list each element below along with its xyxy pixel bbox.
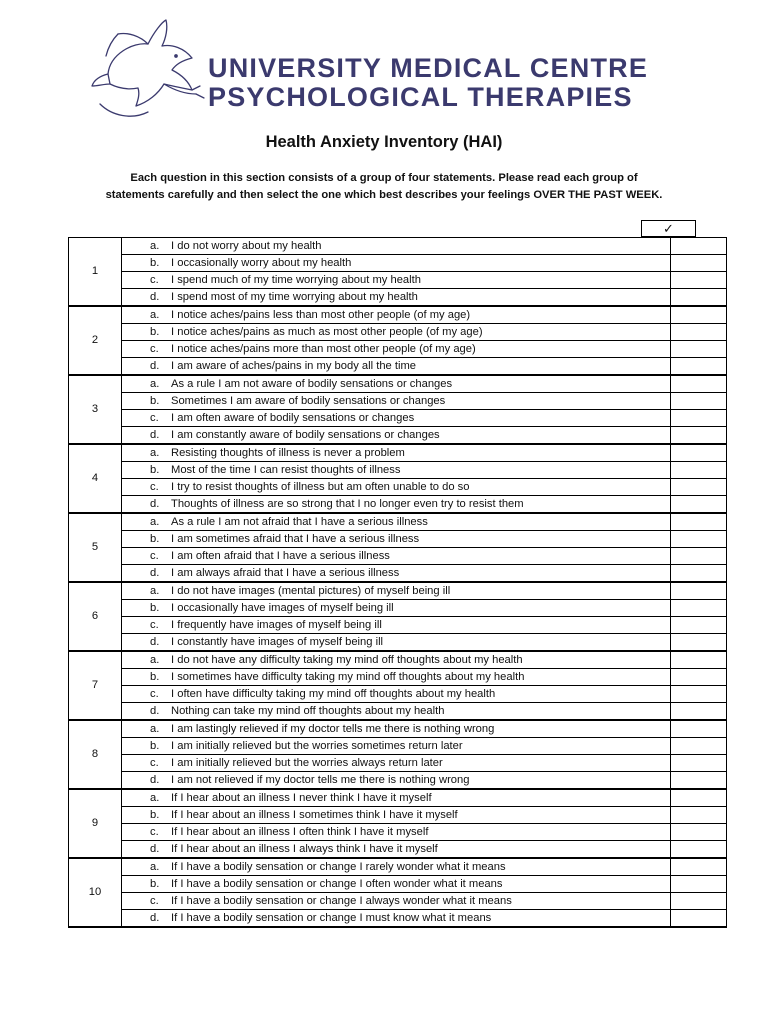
option-letter: c.	[150, 687, 159, 700]
option-letter: c.	[150, 825, 159, 838]
answer-checkbox-cell[interactable]	[671, 876, 727, 893]
statement-cell	[122, 289, 671, 307]
statement-cell	[122, 341, 671, 358]
question-number: 9	[69, 789, 122, 858]
option-letter: b.	[150, 325, 160, 338]
dove-icon	[88, 14, 218, 124]
table-row	[69, 634, 727, 652]
option-letter: c.	[150, 411, 159, 424]
statement-cell	[122, 393, 671, 410]
statement-text: I notice aches/pains more than most other people (of my age)	[171, 342, 476, 355]
option-letter: b.	[150, 739, 160, 752]
option-letter: d.	[150, 911, 160, 924]
answer-checkbox-cell[interactable]	[671, 272, 727, 289]
statement-cell	[122, 841, 671, 859]
answer-checkbox-cell[interactable]	[671, 565, 727, 583]
statement-text: If I hear about an illness I always think I have it myself	[171, 842, 438, 855]
org-line-1: UNIVERSITY MEDICAL CENTRE	[208, 53, 649, 83]
statement-cell	[122, 444, 671, 462]
answer-checkbox-cell[interactable]	[671, 255, 727, 272]
answer-checkbox-cell[interactable]	[671, 807, 727, 824]
statement-text: I am always afraid that I have a serious illness	[171, 566, 400, 579]
table-row	[69, 272, 727, 289]
table-row	[69, 600, 727, 617]
table-row	[69, 720, 727, 738]
questionnaire-table	[68, 237, 727, 928]
answer-checkbox-cell[interactable]	[671, 755, 727, 772]
answer-checkbox-cell[interactable]	[671, 582, 727, 600]
answer-checkbox-cell[interactable]	[671, 634, 727, 652]
option-letter: a.	[150, 515, 160, 528]
answer-checkbox-cell[interactable]	[671, 358, 727, 376]
statement-text: I spend much of my time worrying about my health	[171, 273, 421, 286]
option-letter: a.	[150, 377, 160, 390]
answer-checkbox-cell[interactable]	[671, 600, 727, 617]
statement-text: I constantly have images of myself being ill	[171, 635, 384, 648]
statement-text: I sometimes have difficulty taking my mind off thoughts about my health	[171, 670, 525, 683]
statement-cell	[122, 789, 671, 807]
question-number: 3	[69, 375, 122, 444]
option-letter: d.	[150, 635, 160, 648]
table-row	[69, 703, 727, 721]
table-row	[69, 444, 727, 462]
statement-text: I am constantly aware of bodily sensations or changes	[171, 428, 440, 441]
table-row	[69, 358, 727, 376]
answer-checkbox-cell[interactable]	[671, 410, 727, 427]
statement-text: I am aware of aches/pains in my body all the time	[171, 359, 416, 372]
statement-cell	[122, 600, 671, 617]
question-number: 6	[69, 582, 122, 651]
instructions-line-1: Each question in this section consists of a group of four statements. Please read each group of	[130, 172, 638, 184]
option-letter: a.	[150, 239, 160, 252]
statement-cell	[122, 548, 671, 565]
statement-text: I notice aches/pains as much as most other people (of my age)	[171, 325, 483, 338]
answer-checkbox-cell[interactable]	[671, 479, 727, 496]
table-row	[69, 876, 727, 893]
table-row	[69, 755, 727, 772]
option-letter: d.	[150, 359, 160, 372]
checkmark-column-header: ✓	[641, 220, 696, 237]
statement-text: I try to resist thoughts of illness but am often unable to do so	[171, 480, 470, 493]
statement-text: As a rule I am not afraid that I have a serious illness	[171, 515, 428, 528]
answer-checkbox-cell[interactable]	[671, 703, 727, 721]
answer-checkbox-cell[interactable]	[671, 772, 727, 790]
statement-cell	[122, 531, 671, 548]
table-row	[69, 738, 727, 755]
statement-text: Most of the time I can resist thoughts of illness	[171, 463, 401, 476]
statement-text: I occasionally have images of myself being ill	[171, 601, 394, 614]
option-letter: a.	[150, 860, 160, 873]
table-row	[69, 841, 727, 859]
table-row	[69, 375, 727, 393]
option-letter: b.	[150, 532, 160, 545]
organization-name	[208, 54, 648, 112]
table-row	[69, 789, 727, 807]
option-letter: a.	[150, 584, 160, 597]
statement-cell	[122, 358, 671, 376]
table-row	[69, 289, 727, 307]
option-letter: b.	[150, 394, 160, 407]
answer-checkbox-cell[interactable]	[671, 651, 727, 669]
option-letter: c.	[150, 756, 159, 769]
statement-cell	[122, 772, 671, 790]
question-number: 5	[69, 513, 122, 582]
answer-checkbox-cell[interactable]	[671, 841, 727, 859]
statement-cell	[122, 807, 671, 824]
table-row	[69, 324, 727, 341]
option-letter: c.	[150, 549, 159, 562]
option-letter: b.	[150, 463, 160, 476]
option-letter: a.	[150, 308, 160, 321]
question-number: 4	[69, 444, 122, 513]
statement-cell	[122, 686, 671, 703]
question-number: 7	[69, 651, 122, 720]
answer-checkbox-cell[interactable]	[671, 496, 727, 514]
table-row	[69, 807, 727, 824]
answer-checkbox-cell[interactable]	[671, 238, 727, 255]
answer-checkbox-cell[interactable]	[671, 427, 727, 445]
statement-cell	[122, 306, 671, 324]
statement-text: If I have a bodily sensation or change I must know what it means	[171, 911, 492, 924]
answer-checkbox-cell[interactable]	[671, 893, 727, 910]
answer-checkbox-cell[interactable]	[671, 669, 727, 686]
statement-text: I am sometimes afraid that I have a serious illness	[171, 532, 420, 545]
answer-checkbox-cell[interactable]	[671, 444, 727, 462]
option-letter: d.	[150, 428, 160, 441]
statement-text: I am initially relieved but the worries always return later	[171, 756, 443, 769]
statement-text: I do not have images (mental pictures) of myself being ill	[171, 584, 451, 597]
statement-text: I occasionally worry about my health	[171, 256, 352, 269]
answer-checkbox-cell[interactable]	[671, 686, 727, 703]
option-letter: c.	[150, 894, 159, 907]
option-letter: d.	[150, 704, 160, 717]
statement-text: If I hear about an illness I often think I have it myself	[171, 825, 429, 838]
option-letter: b.	[150, 256, 160, 269]
table-row	[69, 496, 727, 514]
statement-text: I am not relieved if my doctor tells me there is nothing wrong	[171, 773, 470, 786]
answer-checkbox-cell[interactable]	[671, 393, 727, 410]
statement-text: If I have a bodily sensation or change I rarely wonder what it means	[171, 860, 506, 873]
table-row	[69, 513, 727, 531]
statement-text: I do not worry about my health	[171, 239, 322, 252]
table-row	[69, 548, 727, 565]
question-number: 8	[69, 720, 122, 789]
statement-cell	[122, 876, 671, 893]
statement-text: Nothing can take my mind off thoughts about my health	[171, 704, 445, 717]
option-letter: b.	[150, 670, 160, 683]
table-row	[69, 772, 727, 790]
statement-cell	[122, 324, 671, 341]
table-row	[69, 858, 727, 876]
option-letter: a.	[150, 653, 160, 666]
org-line-2: PSYCHOLOGICAL THERAPIES	[208, 82, 633, 112]
statement-cell	[122, 375, 671, 393]
option-letter: d.	[150, 566, 160, 579]
statement-text: Resisting thoughts of illness is never a problem	[171, 446, 405, 459]
statement-cell	[122, 617, 671, 634]
answer-checkbox-cell[interactable]	[671, 531, 727, 548]
statement-text: I am often afraid that I have a serious illness	[171, 549, 390, 562]
option-letter: d.	[150, 290, 160, 303]
statement-cell	[122, 651, 671, 669]
table-row	[69, 910, 727, 928]
table-row	[69, 306, 727, 324]
table-row	[69, 582, 727, 600]
answer-checkbox-cell[interactable]	[671, 289, 727, 307]
statement-cell	[122, 755, 671, 772]
question-number: 1	[69, 238, 122, 307]
option-letter: c.	[150, 342, 159, 355]
option-letter: d.	[150, 497, 160, 510]
table-row	[69, 393, 727, 410]
table-row	[69, 410, 727, 427]
option-letter: b.	[150, 877, 160, 890]
answer-checkbox-cell[interactable]	[671, 858, 727, 876]
question-number: 2	[69, 306, 122, 375]
statement-cell	[122, 858, 671, 876]
statement-cell	[122, 910, 671, 928]
option-letter: c.	[150, 273, 159, 286]
statement-cell	[122, 272, 671, 289]
option-letter: d.	[150, 773, 160, 786]
statement-cell	[122, 410, 671, 427]
table-row	[69, 669, 727, 686]
answer-checkbox-cell[interactable]	[671, 824, 727, 841]
table-row	[69, 617, 727, 634]
instructions-line-2: statements carefully and then select the one which best describes your feelings OVER THE PAST WEEK.	[105, 189, 663, 201]
statement-cell	[122, 824, 671, 841]
table-row	[69, 255, 727, 272]
option-letter: b.	[150, 601, 160, 614]
statement-text: I often have difficulty taking my mind off thoughts about my health	[171, 687, 496, 700]
statement-cell	[122, 582, 671, 600]
statement-text: Thoughts of illness are so strong that I no longer even try to resist them	[171, 497, 524, 510]
table-row	[69, 427, 727, 445]
statement-text: I notice aches/pains less than most other people (of my age)	[171, 308, 471, 321]
instructions	[60, 170, 708, 204]
statement-cell	[122, 565, 671, 583]
answer-checkbox-cell[interactable]	[671, 738, 727, 755]
answer-checkbox-cell[interactable]	[671, 462, 727, 479]
answer-checkbox-cell[interactable]	[671, 548, 727, 565]
statement-text: I am lastingly relieved if my doctor tells me there is nothing wrong	[171, 722, 495, 735]
statement-text: I frequently have images of myself being ill	[171, 618, 382, 631]
table-row	[69, 651, 727, 669]
table-row	[69, 238, 727, 255]
statement-cell	[122, 738, 671, 755]
statement-text: I am initially relieved but the worries sometimes return later	[171, 739, 463, 752]
answer-checkbox-cell[interactable]	[671, 324, 727, 341]
statement-text: Sometimes I am aware of bodily sensations or changes	[171, 394, 446, 407]
table-row	[69, 686, 727, 703]
statement-cell	[122, 496, 671, 514]
answer-checkbox-cell[interactable]	[671, 341, 727, 358]
option-letter: c.	[150, 480, 159, 493]
statement-cell	[122, 669, 671, 686]
table-row	[69, 479, 727, 496]
statement-text: If I have a bodily sensation or change I always wonder what it means	[171, 894, 512, 907]
answer-checkbox-cell[interactable]	[671, 375, 727, 393]
page-title: Health Anxiety Inventory (HAI)	[265, 133, 503, 151]
header	[88, 14, 688, 124]
answer-checkbox-cell[interactable]	[671, 513, 727, 531]
statement-cell	[122, 255, 671, 272]
table-row	[69, 893, 727, 910]
statement-text: I spend most of my time worrying about my health	[171, 290, 418, 303]
statement-cell	[122, 479, 671, 496]
option-letter: a.	[150, 791, 160, 804]
table-row	[69, 565, 727, 583]
table-row	[69, 341, 727, 358]
answer-checkbox-cell[interactable]	[671, 306, 727, 324]
question-number: 10	[69, 858, 122, 927]
option-letter: a.	[150, 446, 160, 459]
answer-checkbox-cell[interactable]	[671, 789, 727, 807]
option-letter: c.	[150, 618, 159, 631]
answer-checkbox-cell[interactable]	[671, 720, 727, 738]
table-row	[69, 462, 727, 479]
table-row	[69, 824, 727, 841]
statement-cell	[122, 893, 671, 910]
statement-cell	[122, 720, 671, 738]
statement-text: If I have a bodily sensation or change I often wonder what it means	[171, 877, 503, 890]
option-letter: a.	[150, 722, 160, 735]
statement-text: I do not have any difficulty taking my mind off thoughts about my health	[171, 653, 523, 666]
statement-text: If I hear about an illness I never think I have it myself	[171, 791, 432, 804]
option-letter: b.	[150, 808, 160, 821]
statement-text: I am often aware of bodily sensations or changes	[171, 411, 415, 424]
answer-checkbox-cell[interactable]	[671, 617, 727, 634]
option-letter: d.	[150, 842, 160, 855]
statement-cell	[122, 703, 671, 721]
statement-cell	[122, 513, 671, 531]
answer-checkbox-cell[interactable]	[671, 910, 727, 928]
statement-text: If I hear about an illness I sometimes think I have it myself	[171, 808, 458, 821]
statement-cell	[122, 427, 671, 445]
statement-cell	[122, 238, 671, 255]
table-row	[69, 531, 727, 548]
statement-cell	[122, 634, 671, 652]
statement-text: As a rule I am not aware of bodily sensations or changes	[171, 377, 453, 390]
statement-cell	[122, 462, 671, 479]
